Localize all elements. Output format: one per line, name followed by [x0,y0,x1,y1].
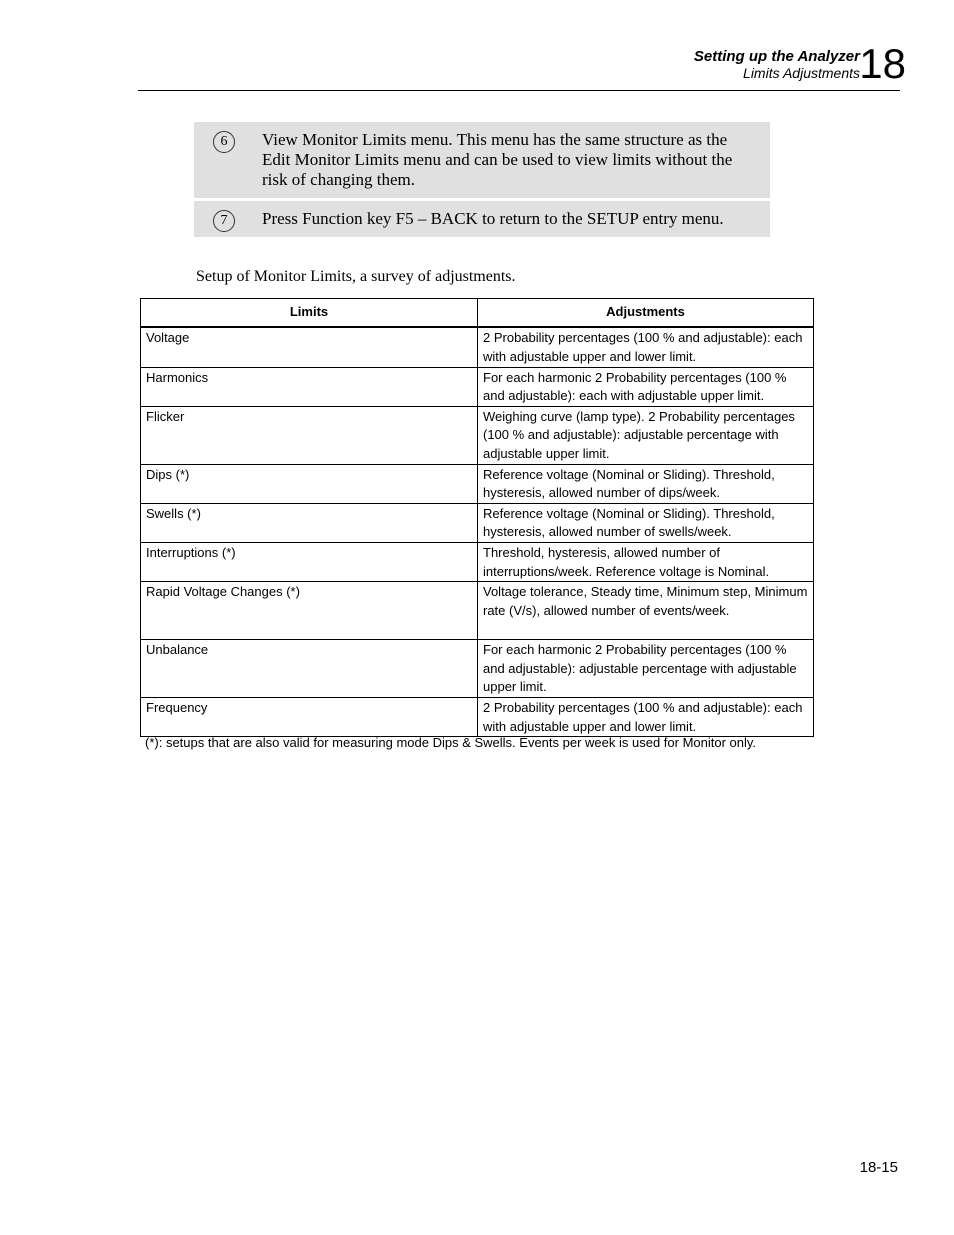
header-text [694,48,860,82]
step-text: Press Function key F5 – BACK to return to the SETUP entry menu. [262,209,724,228]
limit-cell: Interruptions (*) [141,543,478,582]
step-text: View Monitor Limits menu. This menu has the same structure as the Edit Monitor Limits menu and can be used to view limits without the risk of changing them. [262,130,733,189]
step-list [194,122,770,240]
limit-cell: Flicker [141,406,478,464]
adjustment-cell: Voltage tolerance, Steady time, Minimum step, Minimum rate (V/s), allowed number of events/week. [478,582,814,640]
limits-table [140,298,814,737]
step-number-circle: 7 [213,210,235,232]
table-row [141,367,814,406]
step-item [194,201,770,237]
limit-cell: Frequency [141,698,478,737]
table-caption: Setup of Monitor Limits, a survey of adjustments. [196,268,516,285]
adjustment-cell: Weighing curve (lamp type). 2 Probability percentages (100 % and adjustable): adjustable percentage with adjustable upper limit. [478,406,814,464]
limit-cell: Unbalance [141,640,478,698]
column-header-adjustments: Adjustments [478,299,814,328]
adjustment-cell: 2 Probability percentages (100 % and adjustable): each with adjustable upper and lower limit. [478,698,814,737]
table-row [141,327,814,367]
table-header-row [141,299,814,328]
table-row [141,640,814,698]
table-row [141,503,814,542]
table-row [141,698,814,737]
limit-cell: Voltage [141,327,478,367]
chapter-number: 18 [859,40,906,87]
step-number-circle: 6 [213,131,235,153]
adjustment-cell: 2 Probability percentages (100 % and adjustable): each with adjustable upper and lower limit. [478,327,814,367]
table-row [141,543,814,582]
section-title: Setting up the Analyzer [693,48,860,65]
limit-cell: Dips (*) [141,464,478,503]
adjustment-cell: For each harmonic 2 Probability percentages (100 % and adjustable): each with adjustable upper limit. [478,367,814,406]
adjustment-cell: Reference voltage (Nominal or Sliding). Threshold, hysteresis, allowed number of dips/week. [478,464,814,503]
adjustment-cell: For each harmonic 2 Probability percentages (100 % and adjustable): adjustable percentage with adjustable upper limit. [478,640,814,698]
adjustment-cell: Reference voltage (Nominal or Sliding). Threshold, hysteresis, allowed number of swells/week. [478,503,814,542]
table-footnote: (*): setups that are also valid for measuring mode Dips & Swells. Events per week is used for Monitor only. [145,735,757,750]
page-number: 18-15 [859,1159,898,1176]
page-header [138,40,906,91]
limit-cell: Harmonics [141,367,478,406]
adjustment-cell: Threshold, hysteresis, allowed number of interruptions/week. Reference voltage is Nominal. [478,543,814,582]
limit-cell: Swells (*) [141,503,478,542]
table-row [141,582,814,640]
step-item [194,122,770,198]
limit-cell: Rapid Voltage Changes (*) [141,582,478,640]
table-row [141,464,814,503]
column-header-limits: Limits [141,299,478,328]
section-subtitle: Limits Adjustments [743,65,860,81]
table-row [141,406,814,464]
